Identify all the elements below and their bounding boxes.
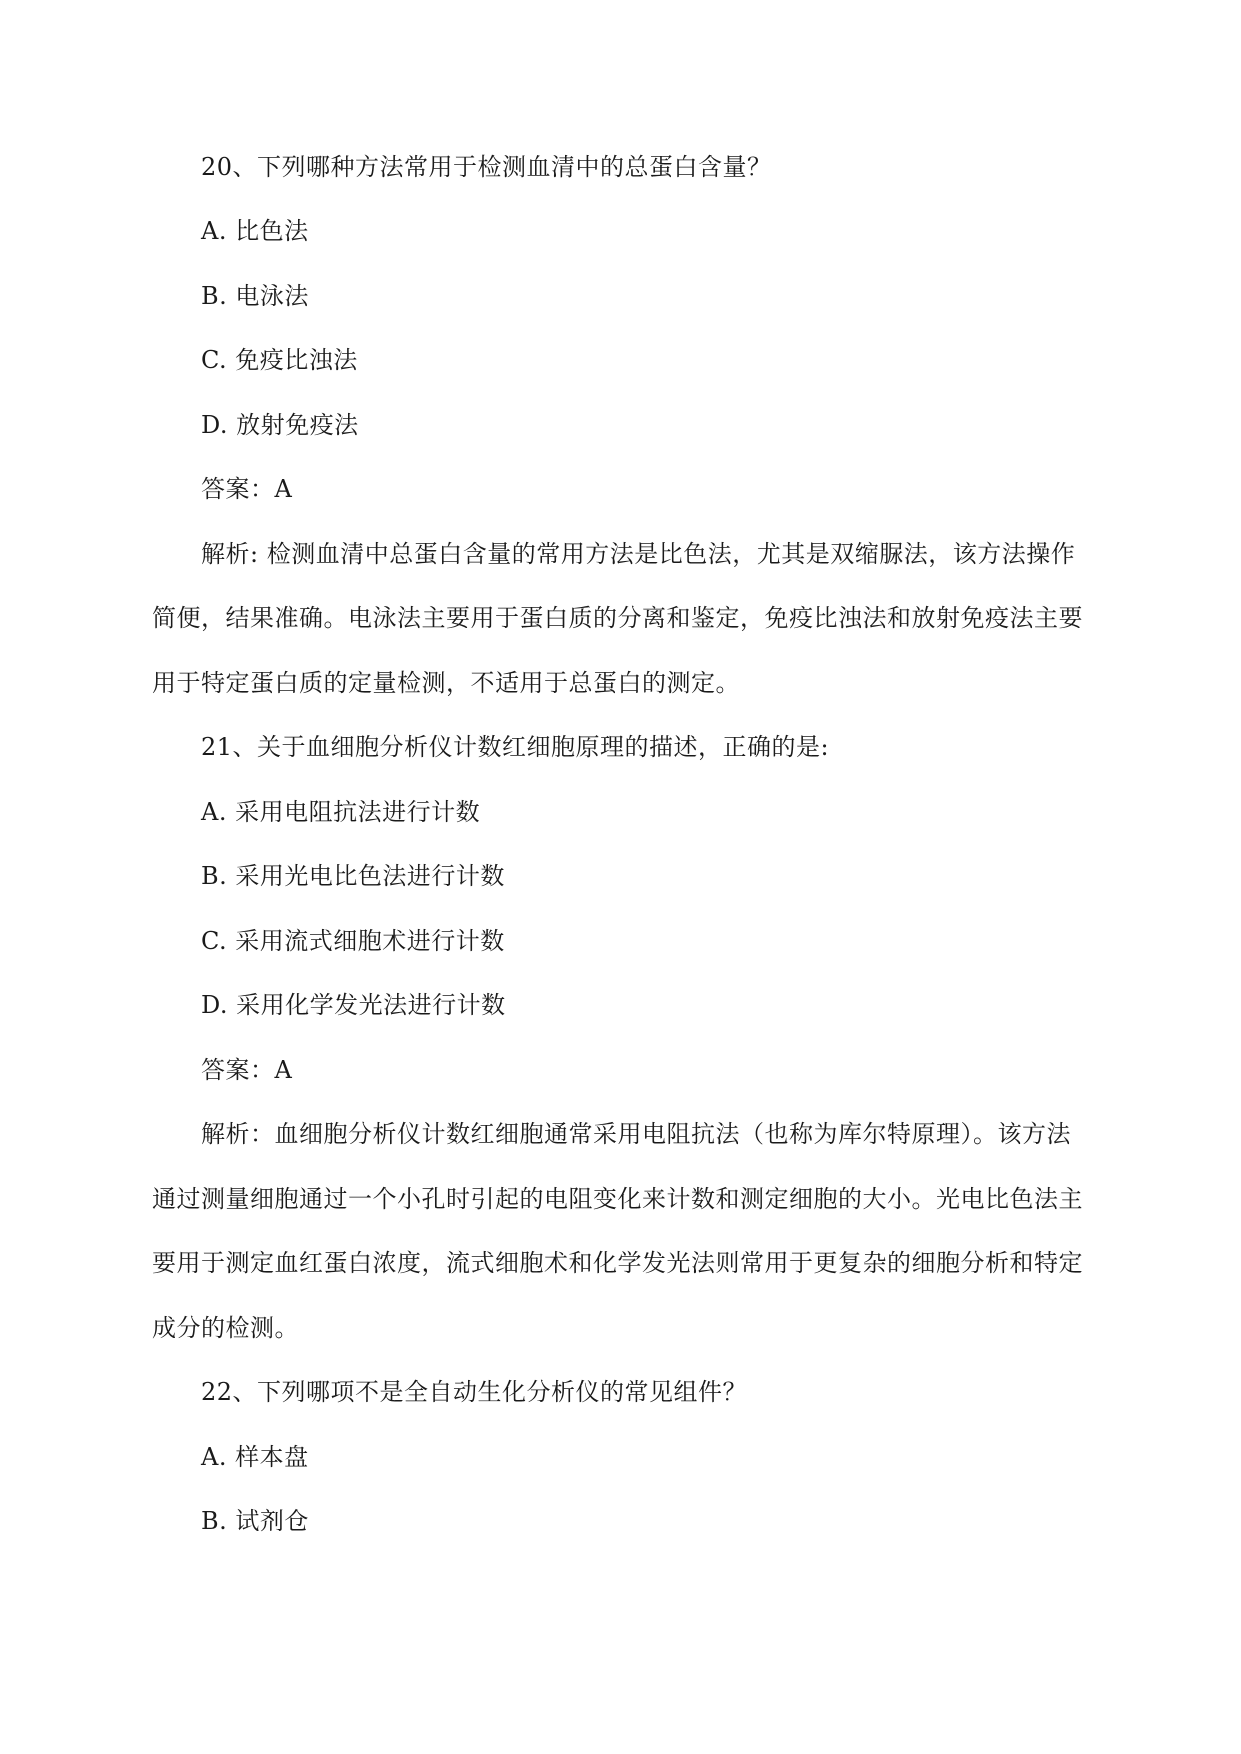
question-22-stem: 22、下列哪项不是全自动生化分析仪的常见组件？	[201, 1378, 748, 1406]
question-21-analysis-line-1: 解析：血细胞分析仪计数红细胞通常采用电阻抗法（也称为库尔特原理）。该方法	[201, 1120, 1071, 1148]
question-21-analysis-line-2: 通过测量细胞通过一个小孔时引起的电阻变化来计数和测定细胞的大小。光电比色法主	[152, 1185, 1083, 1213]
question-20-option-d: D. 放射免疫法	[201, 411, 359, 439]
question-22-option-b: B. 试剂仓	[201, 1507, 309, 1535]
question-20-analysis-line-3: 用于特定蛋白质的定量检测，不适用于总蛋白的测定。	[152, 669, 740, 697]
question-20-option-c: C. 免疫比浊法	[201, 346, 358, 374]
question-20-answer: 答案：A	[201, 475, 293, 503]
question-20-option-b: B. 电泳法	[201, 282, 309, 310]
question-21-option-b: B. 采用光电比色法进行计数	[201, 862, 505, 890]
question-20-analysis-line-2: 简便，结果准确。电泳法主要用于蛋白质的分离和鉴定，免疫比浊法和放射免疫法主要	[152, 604, 1083, 632]
question-21-stem: 21、关于血细胞分析仪计数红细胞原理的描述，正确的是:	[201, 733, 830, 761]
question-22-option-a: A. 样本盘	[201, 1443, 309, 1471]
question-21-option-a: A. 采用电阻抗法进行计数	[201, 798, 481, 826]
question-20-analysis-line-1: 解析: 检测血清中总蛋白含量的常用方法是比色法，尤其是双缩脲法，该方法操作	[201, 540, 1076, 568]
question-21-answer: 答案：A	[201, 1056, 293, 1084]
question-20-option-a: A. 比色法	[201, 217, 309, 245]
question-20-stem: 20、下列哪种方法常用于检测血清中的总蛋白含量？	[201, 153, 772, 181]
question-21-analysis-line-4: 成分的检测。	[152, 1314, 299, 1342]
question-21-option-d: D. 采用化学发光法进行计数	[201, 991, 506, 1019]
question-21-analysis-line-3: 要用于测定血红蛋白浓度，流式细胞术和化学发光法则常用于更复杂的细胞分析和特定	[152, 1249, 1083, 1277]
question-21-option-c: C. 采用流式细胞术进行计数	[201, 927, 505, 955]
